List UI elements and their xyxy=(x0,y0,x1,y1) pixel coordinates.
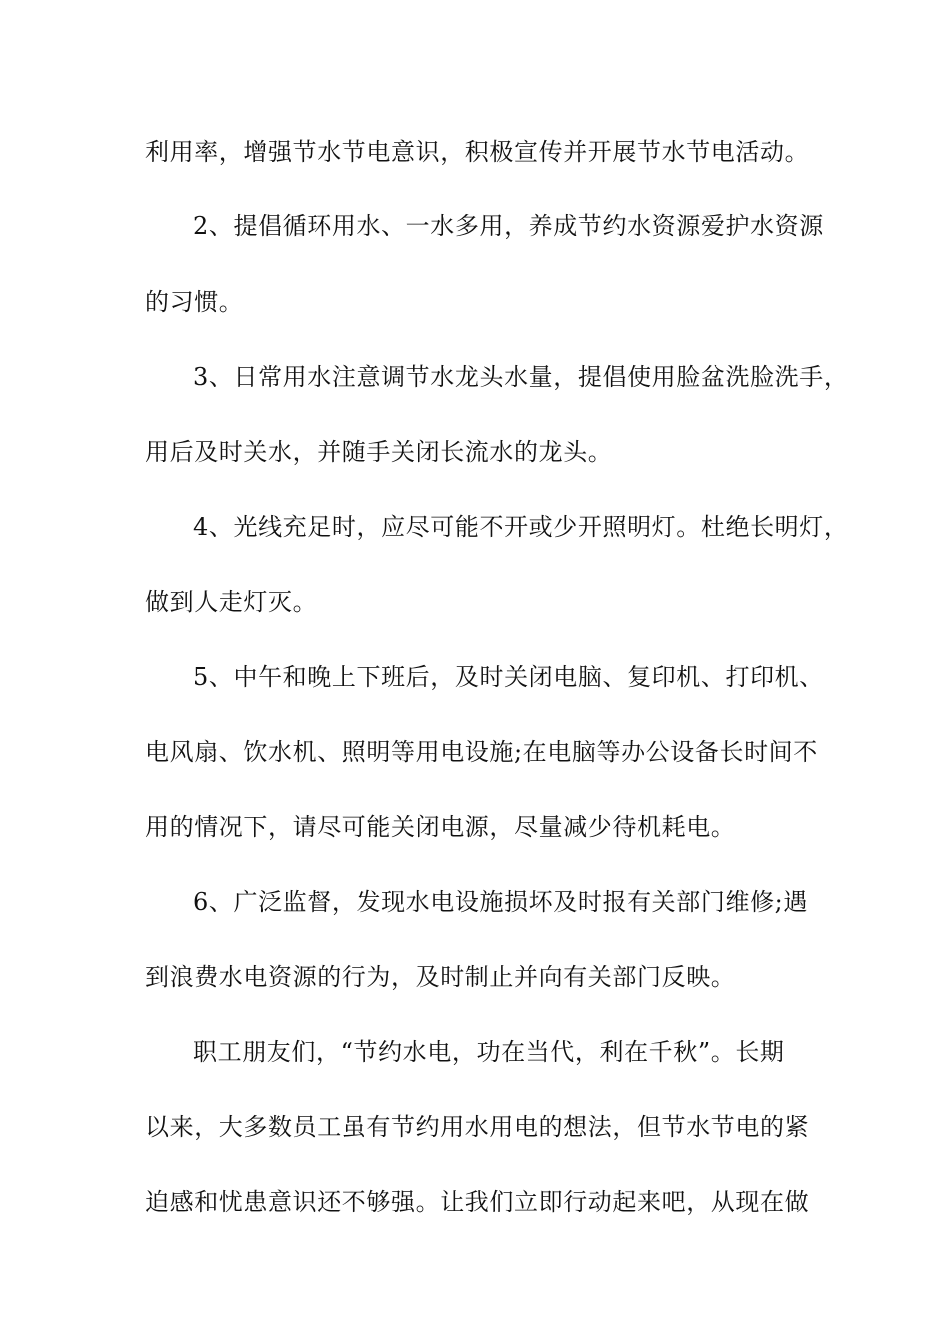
text-line-12: 到浪费水电资源的行为，及时制止并向有关部门反映。 xyxy=(145,963,736,991)
text-line-9: 电风扇、饮水机、照明等用电设施;在电脑等办公设备长时间不 xyxy=(145,738,818,766)
text-line-11-item-6: 6、广泛监督，发现水电设施损坏及时报有关部门维修;遇 xyxy=(193,888,808,916)
text-line-10: 用的情况下，请尽可能关闭电源，尽量减少待机耗电。 xyxy=(145,813,736,841)
text-line-6-item-4: 4、光线充足时，应尽可能不开或少开照明灯。杜绝长明灯， xyxy=(193,513,849,541)
text-line-15: 迫感和忧患意识还不够强。让我们立即行动起来吧，从现在做 xyxy=(145,1188,810,1216)
text-line-5: 用后及时关水，并随手关闭长流水的龙头。 xyxy=(145,438,613,466)
text-line-14: 以来，大多数员工虽有节约用水用电的想法，但节水节电的紧 xyxy=(145,1113,810,1141)
text-line-13-closing: 职工朋友们，“节约水电，功在当代，利在千秋”。长期 xyxy=(193,1038,785,1066)
text-line-3: 的习惯。 xyxy=(145,288,244,316)
text-line-1: 利用率，增强节水节电意识，积极宣传并开展节水节电活动。 xyxy=(145,138,810,166)
text-line-4-item-3: 3、日常用水注意调节水龙头水量，提倡使用脸盆洗脸洗手， xyxy=(193,363,849,391)
text-line-2-item-2: 2、提倡循环用水、一水多用，养成节约水资源爱护水资源 xyxy=(193,212,824,240)
text-line-7: 做到人走灯灭。 xyxy=(145,588,318,616)
text-line-8-item-5: 5、中午和晚上下班后，及时关闭电脑、复印机、打印机、 xyxy=(193,663,824,691)
